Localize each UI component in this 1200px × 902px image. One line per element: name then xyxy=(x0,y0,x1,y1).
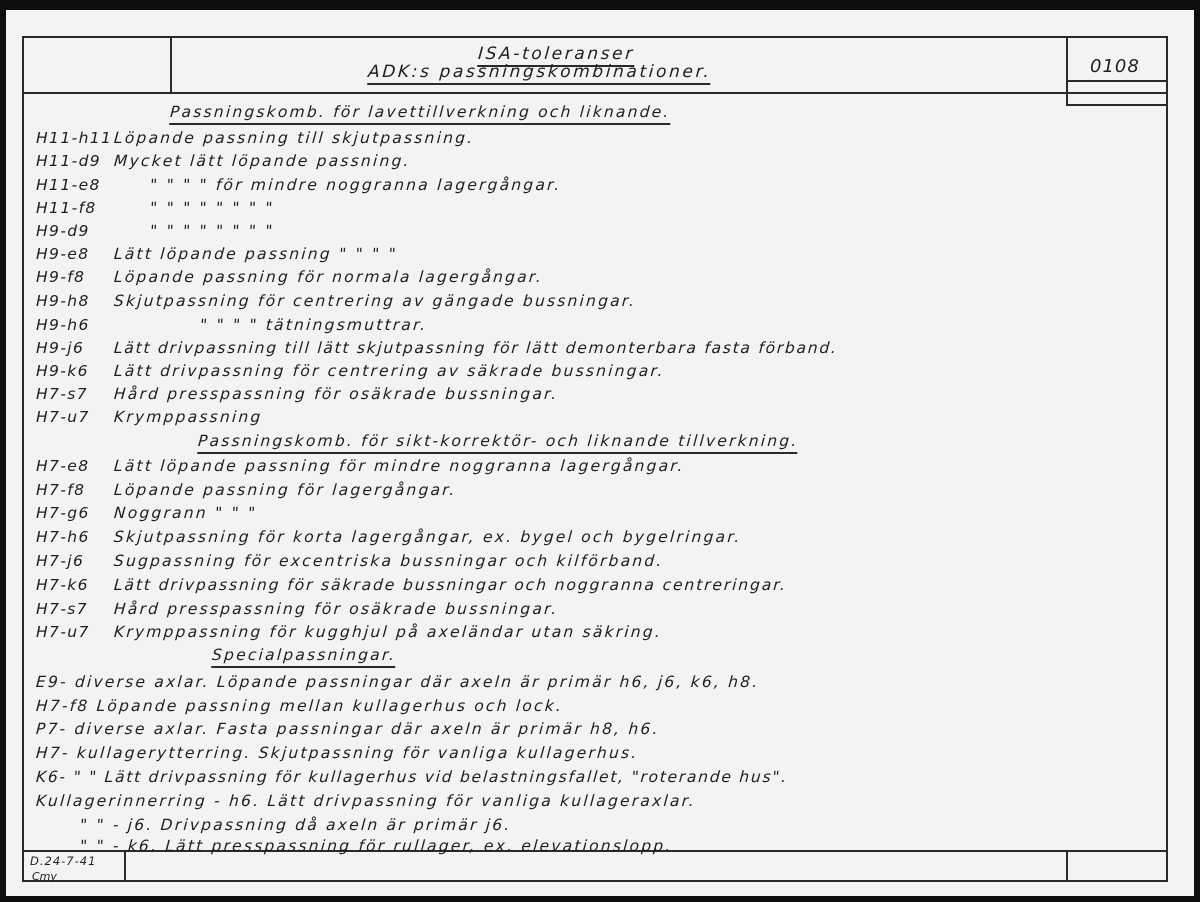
special-fit-line: E9- diverse axlar. Löpande passningar där axeln är primär h6, j6, k6, h8. xyxy=(35,673,761,691)
special-fit-line: Kullagerinnerring - h6. Lätt drivpassning för vanliga kullageraxlar. xyxy=(35,792,697,810)
fit-description: Skjutpassning för centrering av gängade bussningar. xyxy=(113,292,637,310)
fit-code: H11-f8 xyxy=(36,199,97,217)
fit-description: " " " " " " " " xyxy=(149,222,276,240)
docnum-box-line-2 xyxy=(1066,104,1168,106)
fit-description: Skjutpassning för korta lagergångar, ex. bygel och bygelringar. xyxy=(113,528,743,546)
fit-description: Löpande passning för lagergångar. xyxy=(113,481,458,499)
fit-code: H9-f8 xyxy=(36,268,86,286)
title-block-right-divider xyxy=(1066,36,1068,106)
fit-description: Krymppassning xyxy=(113,408,264,426)
fit-description: " " " " " " " " xyxy=(149,199,276,217)
fit-code: H11-d9 xyxy=(36,152,102,170)
fit-code: H7-g6 xyxy=(36,504,90,522)
fit-code: H11-h11 xyxy=(36,129,113,147)
fit-description: Lätt drivpassning till lätt skjutpassning för lätt demonterbara fasta förband. xyxy=(113,339,839,357)
fit-code: H9-e8 xyxy=(36,245,90,263)
fit-code: H9-h8 xyxy=(36,292,90,310)
title-block-bottom-line xyxy=(22,92,1168,94)
fit-code: H9-d9 xyxy=(36,222,90,240)
fit-code: H7-s7 xyxy=(36,385,89,403)
special-fit-line: K6- " " Lätt drivpassning för kullagerhus vid belastningsfallet, "roterande hus". xyxy=(35,768,789,786)
section-heading-lavett: Passningskomb. för lavettillverkning och liknande. xyxy=(169,102,671,125)
footer-right-divider xyxy=(1066,850,1068,882)
fit-code: H7-e8 xyxy=(36,457,90,475)
fit-code: H7-j6 xyxy=(36,552,85,570)
fit-description: Noggrann " " " xyxy=(113,504,258,522)
special-fit-line: " " - j6. Drivpassning då axeln är primär j6. xyxy=(79,816,513,834)
fit-description: Lätt löpande passning " " " " xyxy=(113,245,399,263)
signature: Cmy xyxy=(32,870,57,883)
section-heading-special: Specialpassningar. xyxy=(211,645,397,668)
special-fit-line: H7-f8 Löpande passning mellan kullagerhus och lock. xyxy=(35,697,564,715)
fit-description: Mycket lätt löpande passning. xyxy=(113,152,412,170)
title-block-left-divider xyxy=(170,36,172,94)
fit-code: H7-u7 xyxy=(36,623,90,641)
special-fit-line: " " - k6. Lätt presspassning för rullager, ex. elevationslopp. xyxy=(79,837,674,855)
fit-code: H7-f8 xyxy=(36,481,86,499)
fit-code: H7-u7 xyxy=(36,408,90,426)
title-line-2: ADK:s passningskombinationer. xyxy=(367,62,712,85)
fit-description: Hård presspassning för osäkrade bussningar. xyxy=(113,385,560,403)
section-heading-sikt: Passningskomb. för sikt-korrektör- och liknande tillverkning. xyxy=(197,431,799,454)
fit-code: H9-j6 xyxy=(36,339,85,357)
fit-code: H7-k6 xyxy=(36,576,89,594)
docnum-box-line-1 xyxy=(1066,80,1168,82)
special-fit-line: H7- kullagerytterring. Skjutpassning för vanliga kullagerhus. xyxy=(35,744,640,762)
special-fit-line: P7- diverse axlar. Fasta passningar där axeln är primär h8, h6. xyxy=(35,720,661,738)
fit-description: Hård presspassning för osäkrade bussningar. xyxy=(113,600,560,618)
fit-code: H9-k6 xyxy=(36,362,89,380)
fit-description: Krymppassning för kugghjul på axeländar utan säkring. xyxy=(113,623,663,641)
title-line-1: ISA-toleranser xyxy=(477,44,635,67)
document-number: 0108 xyxy=(1090,56,1140,77)
fit-code: H11-e8 xyxy=(36,176,101,194)
fit-code: H7-s7 xyxy=(36,600,89,618)
drawing-date: D.24-7-41 xyxy=(30,854,97,868)
fit-code: H9-h6 xyxy=(36,316,90,334)
fit-description: Sugpassning för excentriska bussningar och kilförband. xyxy=(113,552,665,570)
fit-description: Lätt drivpassning för centrering av säkrade bussningar. xyxy=(113,362,666,380)
fit-description: " " " " för mindre noggranna lagergångar. xyxy=(149,176,563,194)
fit-description: Lätt löpande passning för mindre noggranna lagergångar. xyxy=(113,457,686,475)
fit-description: Lätt drivpassning för säkrade bussningar och noggranna centreringar. xyxy=(113,576,788,594)
fit-description: " " " " tätningsmuttrar. xyxy=(199,316,429,334)
fit-description: Löpande passning till skjutpassning. xyxy=(113,129,476,147)
fit-description: Löpande passning för normala lagergångar. xyxy=(113,268,544,286)
fit-code: H7-h6 xyxy=(36,528,90,546)
